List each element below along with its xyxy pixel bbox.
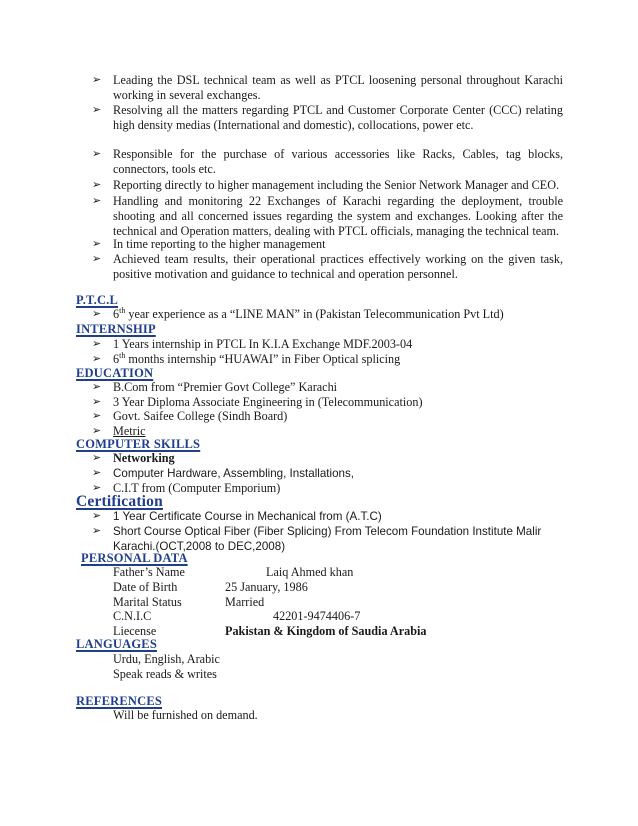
- duty-bullet: In time reporting to the higher management: [113, 237, 326, 251]
- skill-item: Networking: [113, 451, 175, 465]
- bullet-arrow-icon: ➢: [92, 452, 102, 464]
- internship-item: 1 Years internship in PTCL In K.I.A Exchange MDF.2003-04: [113, 337, 413, 351]
- marital-status-value: Married: [225, 595, 265, 609]
- cnic-value: 42201-9474406-7: [273, 609, 361, 623]
- languages-line: Urdu, English, Arabic: [113, 652, 220, 666]
- bullet-arrow-icon: ➢: [92, 195, 102, 207]
- bullet-arrow-icon: ➢: [92, 104, 102, 116]
- references-line: Will be furnished on demand.: [113, 708, 258, 722]
- skill-item: Computer Hardware, Assembling, Installations,: [113, 467, 355, 480]
- duty-bullet: Reporting directly to higher management including the Senior Network Manager and CEO.: [113, 178, 560, 192]
- internship-item: 6th months internship “HUAWAI” in Fiber Optical splicing: [113, 350, 401, 366]
- bullet-arrow-icon: ➢: [92, 467, 102, 479]
- bullet-arrow-icon: ➢: [92, 396, 102, 408]
- bullet-arrow-icon: ➢: [92, 148, 102, 160]
- cnic-label: C.N.I.C: [113, 609, 152, 623]
- duty-bullet: Achieved team results, their operational practices effectively working on the given task, positive motivation and guidance to technical and operation personnel.: [113, 252, 563, 281]
- duty-bullet: Leading the DSL technical team as well as PTCL loosening personal throughout Karachi working in several exchanges.: [113, 73, 563, 102]
- education-item: Metric: [113, 424, 146, 438]
- bullet-arrow-icon: ➢: [92, 353, 102, 365]
- license-value: Pakistan & Kingdom of Saudia Arabia: [225, 624, 427, 638]
- father-name-label: Father’s Name: [113, 565, 185, 579]
- skill-item: C.I.T from (Computer Emporium): [113, 481, 281, 495]
- father-name-value: Laiq Ahmed khan: [266, 565, 354, 579]
- bullet-arrow-icon: ➢: [92, 74, 102, 86]
- bullet-arrow-icon: ➢: [92, 425, 102, 437]
- certification-item: Short Course Optical Fiber (Fiber Splicing) From Telecom Foundation Institute Malir Karachi.(OCT,2008 to DEC,2008): [113, 525, 542, 553]
- ptcl-item: 6th year experience as a “LINE MAN” in (Pakistan Telecommunication Pvt Ltd): [113, 305, 504, 321]
- education-heading: EDUCATION: [76, 366, 154, 380]
- certification-item: 1 Year Certificate Course in Mechanical from (A.T.C): [113, 510, 382, 523]
- bullet-arrow-icon: ➢: [92, 179, 102, 191]
- ptcl-heading: P.T.C.L: [76, 293, 119, 307]
- personal-data-heading: PERSONAL DATA: [81, 551, 188, 565]
- license-label: Liecense: [113, 624, 157, 638]
- education-item: 3 Year Diploma Associate Engineering in (Telecommunication): [113, 395, 423, 409]
- bullet-arrow-icon: ➢: [92, 308, 102, 320]
- references-heading: REFERENCES: [76, 694, 163, 708]
- education-item: B.Com from “Premier Govt College” Karachi: [113, 380, 338, 394]
- bullet-arrow-icon: ➢: [92, 410, 102, 422]
- computer-skills-heading: COMPUTER SKILLS: [76, 437, 201, 451]
- languages-line: Speak reads & writes: [113, 667, 217, 681]
- marital-status-label: Marital Status: [113, 595, 182, 609]
- bullet-arrow-icon: ➢: [92, 253, 102, 265]
- education-item: Govt. Saifee College (Sindh Board): [113, 409, 288, 423]
- bullet-arrow-icon: ➢: [92, 238, 102, 250]
- bullet-arrow-icon: ➢: [92, 482, 102, 494]
- bullet-arrow-icon: ➢: [92, 510, 102, 522]
- bullet-arrow-icon: ➢: [92, 525, 102, 537]
- duty-bullet: Resolving all the matters regarding PTCL and Customer Corporate Center (CCC) relating high density medias (International and domestic), collocations, power etc.: [113, 103, 563, 132]
- bullet-arrow-icon: ➢: [92, 381, 102, 393]
- certification-heading: Certification: [76, 493, 163, 510]
- dob-label: Date of Birth: [113, 580, 178, 594]
- bullet-arrow-icon: ➢: [92, 338, 102, 350]
- duty-bullet: Responsible for the purchase of various accessories like Racks, Cables, tag blocks, connectors, tools etc.: [113, 147, 563, 176]
- languages-heading: LANGUAGES: [76, 637, 157, 651]
- internship-heading: INTERNSHIP: [76, 322, 156, 336]
- duty-bullet: Handling and monitoring 22 Exchanges of Karachi regarding the deployment, trouble shooting and all concerned issues regarding the system and exchanges. Looking after the technical and Operation matters, dealing with PTCL officials, managing the technical team.: [113, 194, 563, 238]
- dob-value: 25 January, 1986: [225, 580, 308, 594]
